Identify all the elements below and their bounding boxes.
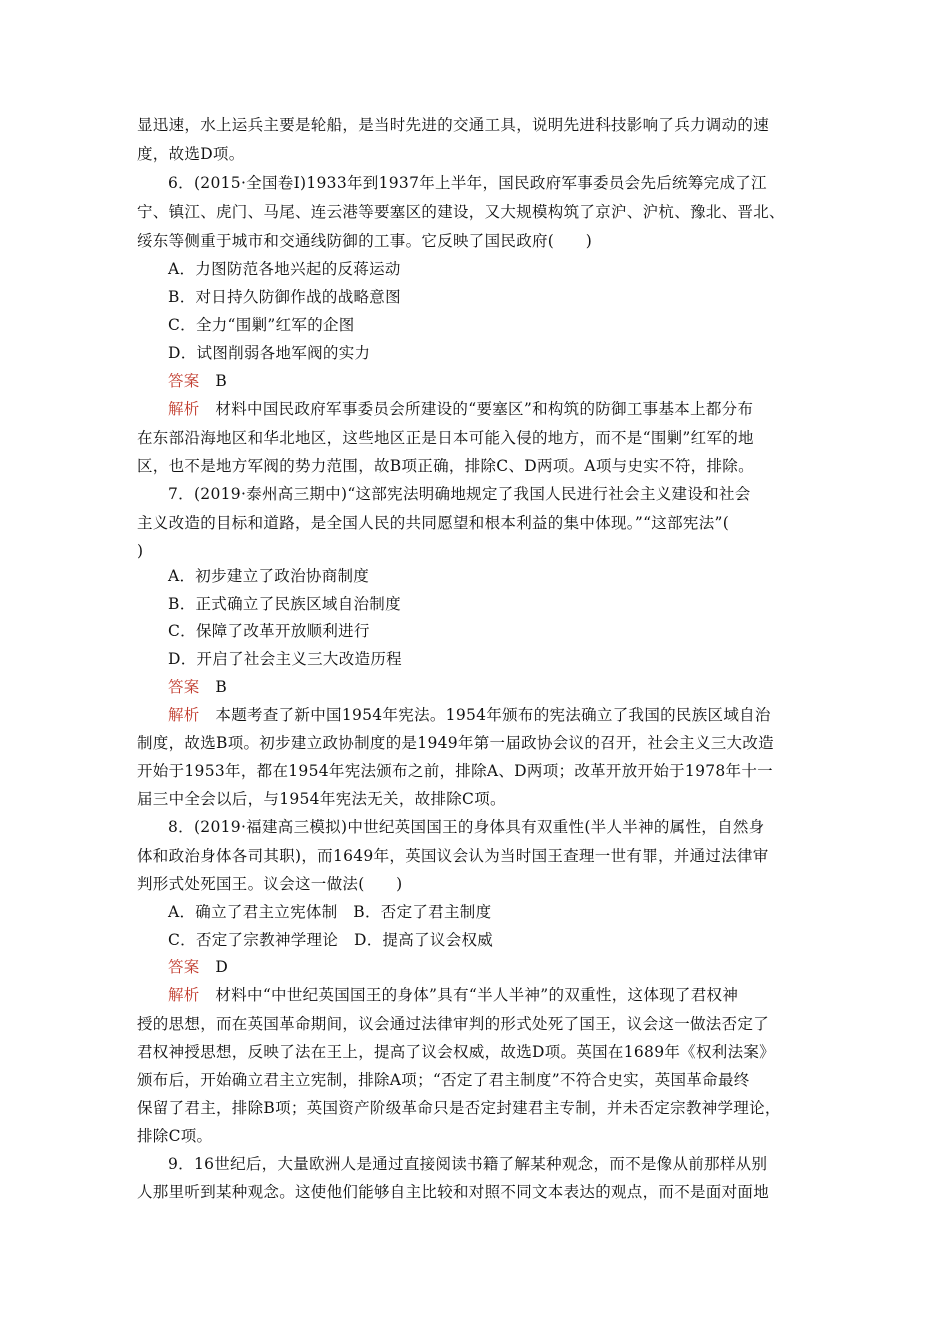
text-line — [168, 930, 493, 950]
answer-label: 答案 — [168, 958, 200, 976]
answer-label: 答案 — [168, 678, 200, 696]
analysis-label: 解析 — [168, 986, 200, 1004]
analysis-label: 解析 — [168, 706, 200, 724]
line-text: B．正式确立了民族区域自治制度 — [168, 595, 401, 613]
line-text: C．全力“围剿”红军的企图 — [168, 316, 355, 334]
line-text: A．确立了君主立宪体制 B．否定了君主制度 — [168, 903, 492, 921]
line-text: 保留了君主，排除B项；英国资产阶级革命只是否定封建君主专制，并未否定宗教神学理论， — [137, 1099, 781, 1117]
analysis-line — [168, 399, 753, 419]
line-text: 排除C项。 — [137, 1127, 213, 1145]
line-text: 6．(2015·全国卷Ⅰ)1933年到1937年上半年，国民政府军事委员会先后统筹完成了江 — [168, 174, 767, 192]
line-text: 本题考查了新中国1954年宪法。1954年颁布的宪法确立了我国的民族区域自治 — [215, 706, 771, 724]
line-text: 材料中“中世纪英国国王的身体”具有“半人半神”的双重性，这体现了君权神 — [215, 986, 739, 1004]
text-line — [137, 733, 774, 753]
text-line — [137, 1014, 769, 1034]
text-line — [137, 1070, 750, 1090]
text-line — [168, 1154, 767, 1174]
line-text: 判形式处死国王。议会这一做法( ) — [137, 875, 403, 893]
text-line — [168, 817, 764, 837]
line-text: 体和政治身体各司其职)，而1649年，英国议会认为当时国王查理一世有罪，并通过法律审 — [137, 847, 769, 865]
text-line — [137, 761, 773, 781]
line-text: D．试图削弱各地军阀的实力 — [168, 344, 371, 362]
text-line — [137, 789, 506, 809]
text-line — [137, 115, 769, 135]
text-line — [168, 594, 401, 614]
line-text: 度，故选D项。 — [137, 145, 245, 163]
line-text: C．保障了改革开放顺利进行 — [168, 622, 370, 640]
text-line — [137, 202, 785, 222]
text-line — [168, 287, 401, 307]
text-line — [137, 1126, 212, 1146]
line-text: A．力图防范各地兴起的反蒋运动 — [168, 260, 401, 278]
line-text: 授的思想，而在英国革命期间，议会通过法律审判的形式处死了国王，议会这一做法否定了 — [137, 1015, 770, 1033]
line-text: B — [215, 678, 228, 696]
text-line — [137, 1098, 781, 1118]
answer-line — [168, 957, 228, 977]
text-line — [168, 566, 369, 586]
text-line — [168, 902, 491, 922]
line-text: 届三中全会以后，与1954年宪法无关，故排除C项。 — [137, 790, 506, 808]
text-line — [137, 428, 754, 448]
line-text: 制度，故选B项。初步建立政协制度的是1949年第一届政协会议的召开，社会主义三大改造 — [137, 734, 774, 752]
line-text: 7．(2019·泰州高三期中)“这部宪法明确地规定了我国人民进行社会主义建设和社会 — [168, 485, 751, 503]
text-line — [168, 315, 355, 335]
text-line — [137, 1042, 775, 1062]
answer-line — [168, 677, 227, 697]
line-text: 在东部沿海地区和华北地区，这些地区正是日本可能入侵的地方，而不是“围剿”红军的地 — [137, 429, 754, 447]
line-text: 显迅速，水上运兵主要是轮船，是当时先进的交通工具，说明先进科技影响了兵力调动的速 — [137, 116, 770, 134]
line-text: 主义改造的目标和道路，是全国人民的共同愿望和根本利益的集中体现。”“这部宪法”( — [137, 514, 761, 532]
answer-label: 答案 — [168, 372, 200, 390]
text-line — [137, 513, 761, 533]
line-text: B — [215, 372, 228, 390]
text-line — [168, 484, 751, 504]
text-line — [137, 541, 143, 561]
line-text: D — [215, 958, 229, 976]
text-line — [137, 231, 592, 251]
text-line — [168, 173, 767, 193]
line-text: ) — [137, 542, 144, 560]
text-line — [168, 259, 401, 279]
line-text: 绥东等侧重于城市和交通线防御的工事。它反映了国民政府( ) — [137, 232, 593, 250]
line-text: 宁、镇江、虎门、马尾、连云港等要塞区的建设，又大规模构筑了京沪、沪杭、豫北、晋北、 — [137, 203, 785, 221]
line-text: 颁布后，开始确立君主立宪制，排除A项；“否定了君主制度”不符合史实，英国革命最终 — [137, 1071, 750, 1089]
line-text: 君权神授思想，反映了法在王上，提高了议会权威，故选D项。英国在1689年《权利法案》 — [137, 1043, 775, 1061]
analysis-label: 解析 — [168, 400, 200, 418]
text-line — [137, 456, 754, 476]
analysis-line — [168, 985, 738, 1005]
line-text: C．否定了宗教神学理论 D．提高了议会权威 — [168, 931, 494, 949]
line-text: 开始于1953年，都在1954年宪法颁布之前，排除A、D两项；改革开放开始于1978年十一 — [137, 762, 773, 780]
line-text: 人那里听到某种观念。这使他们能够自主比较和对照不同文本表达的观点，而不是面对面地 — [137, 1183, 770, 1201]
line-text: 8．(2019·福建高三模拟)中世纪英国国王的身体具有双重性(半人半神的属性，自然身 — [168, 818, 765, 836]
line-text: A．初步建立了政治协商制度 — [168, 567, 370, 585]
text-line — [137, 846, 769, 866]
line-text: 材料中国民政府军事委员会所建设的“要塞区”和构筑的防御工事基本上都分布 — [215, 400, 754, 418]
text-line — [137, 874, 403, 894]
answer-line — [168, 371, 227, 391]
line-text: D．开启了社会主义三大改造历程 — [168, 650, 402, 668]
text-line — [137, 144, 245, 164]
text-line — [168, 621, 370, 641]
text-line — [137, 1182, 769, 1202]
analysis-line — [168, 705, 771, 725]
line-text: 区，也不是地方军阀的势力范围，故B项正确，排除C、D两项。A项与史实不符，排除。 — [137, 457, 754, 475]
text-line — [168, 649, 402, 669]
line-text: 9．16世纪后，大量欧洲人是通过直接阅读书籍了解某种观念，而不是像从前那样从别 — [168, 1155, 768, 1173]
line-text: B．对日持久防御作战的战略意图 — [168, 288, 401, 306]
text-line — [168, 343, 370, 363]
